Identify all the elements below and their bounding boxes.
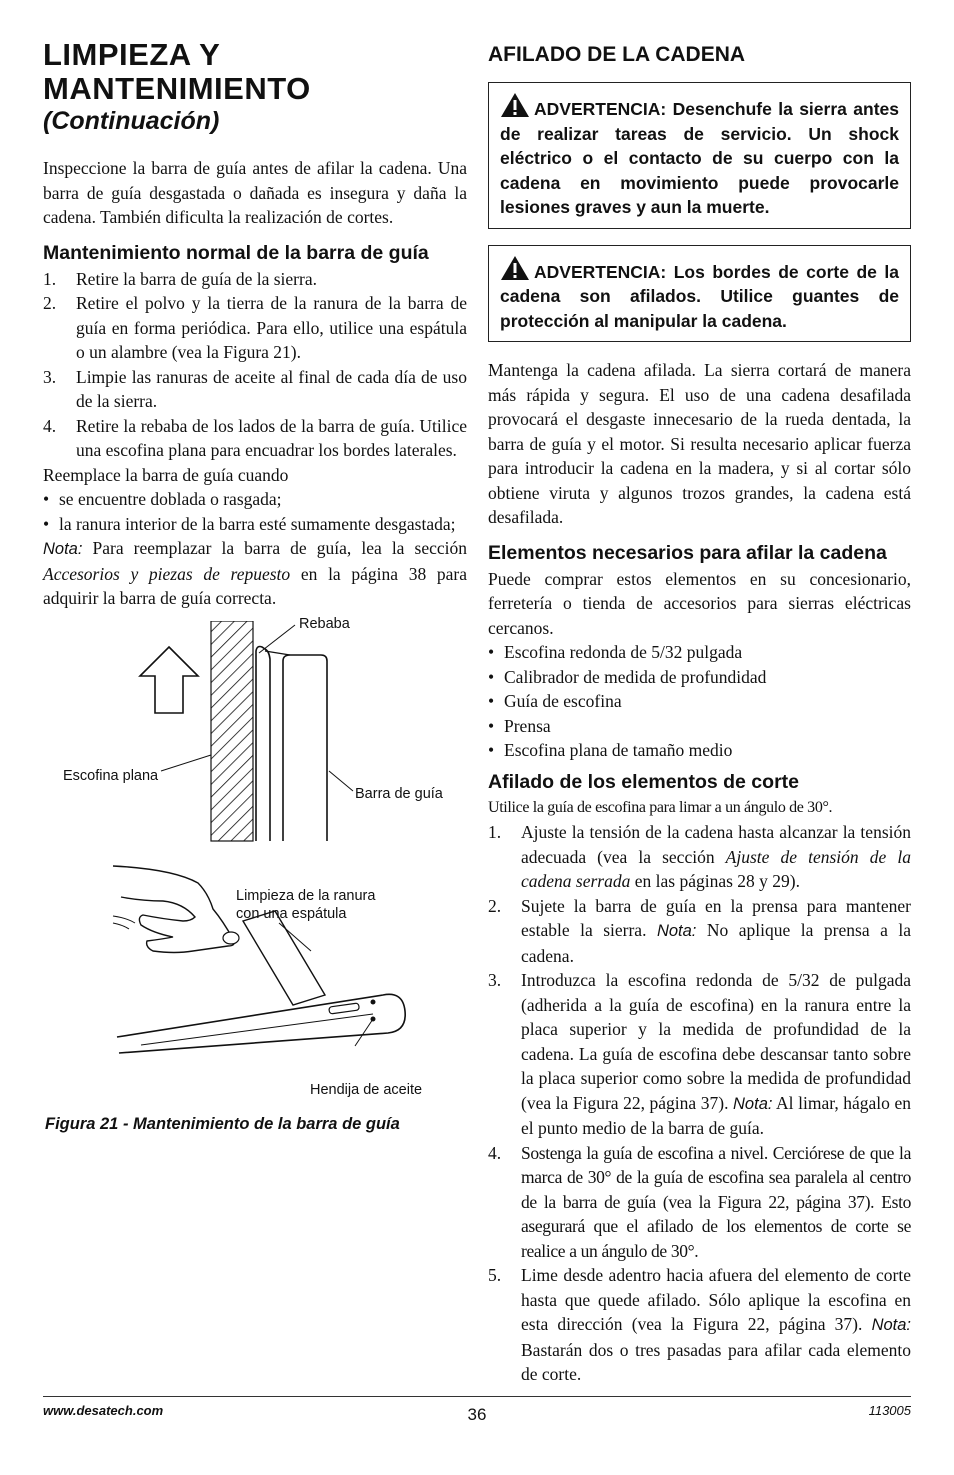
warning-triangle-icon bbox=[500, 92, 530, 118]
warning-box-unplug: ADVERTENCIA: Desenchufe la sierra antes de realizar tareas de servicio. Un shock eléctrico o el contacto de su cuerpo con la cadena en movimiento puede provocarle lesiones graves y aun la muerte. bbox=[488, 82, 911, 229]
page-title bbox=[43, 38, 467, 106]
label-limpieza-1: Limpieza de la ranura bbox=[236, 887, 376, 904]
footer-doc-code: 113005 bbox=[868, 1403, 911, 1418]
figure-21 bbox=[43, 615, 467, 1151]
tools-list bbox=[488, 640, 911, 763]
replace-bullets bbox=[43, 487, 467, 536]
list-item: 1. Ajuste la tensión de la cadena hasta alcanzar la tensión adecuada (vea la sección Ajuste de tensión de la cadena serrada en las páginas 28 y 29). bbox=[488, 822, 911, 891]
guide-bar-side-view bbox=[117, 994, 405, 1053]
list-item: 3. Introduzca la escofina redonda de 5/32 de pulgada (adherida a la guía de escofina) en la ranura entre la placa superior y la medida de profundidad de la cadena. La guía de escofina debe descansar tanto sobre la placa superior como sobre la medida de profundidad (vea la Figura 22, página 37). Nota: Al limar, hágalo en el punto medio de la barra de guía. bbox=[488, 970, 911, 1138]
page-title-line2: MANTENIMIENTO bbox=[43, 71, 311, 106]
label-hendija: Hendija de aceite bbox=[310, 1081, 423, 1098]
warning-triangle-icon bbox=[500, 255, 530, 281]
list-item: • se encuentre doblada o rasgada; bbox=[43, 489, 282, 509]
flat-file-shape bbox=[211, 621, 253, 841]
intro-paragraph: Inspeccione la barra de guía antes de afilar la cadena. Una barra de guía desgastada o dañada es insegura y daña la cadena. También dificulta la realización de cortes. bbox=[43, 158, 467, 227]
list-item: 2. Sujete la barra de guía en la prensa para mantener estable la sierra. Nota: No aplique la prensa a la cadena. bbox=[488, 895, 911, 966]
right-column bbox=[488, 38, 911, 1387]
list-item: 2. Retire el polvo y la tierra de la ranura de la barra de guía en forma periódica. Para ello, utilice una espátula o un alambre (vea la Figura 21). bbox=[43, 293, 467, 362]
list-item: • Escofina redonda de 5/32 pulgada bbox=[488, 642, 743, 662]
list-item: 1. Retire la barra de guía de la sierra. bbox=[43, 268, 317, 289]
list-item: 3. Limpie las ranuras de aceite al final de cada día de uso de la sierra. bbox=[43, 366, 467, 411]
left-column bbox=[43, 38, 467, 1151]
section-title-bar-maintenance: Mantenimiento normal de la barra de guía bbox=[43, 241, 429, 264]
replace-note: Nota: Para reemplazar la barra de guía, lea la sección Accesorios y piezas de repuesto en la página 38 para adquirir la barra de guía correcta. bbox=[43, 538, 468, 608]
footer-website: www.desatech.com bbox=[43, 1403, 164, 1418]
list-item: • Prensa bbox=[488, 715, 551, 736]
section-title-cutters: Afilado de los elementos de corte bbox=[488, 770, 799, 793]
direction-arrow-icon bbox=[140, 647, 198, 713]
list-item: • Calibrador de medida de profundidad bbox=[488, 666, 767, 687]
list-item: • la ranura interior de la barra esté sumamente desgastada; bbox=[43, 513, 456, 534]
list-item: • Guía de escofina bbox=[488, 691, 622, 711]
section-title-chain-sharpening: AFILADO DE LA CADENA bbox=[488, 43, 746, 66]
figure-caption: Figura 21 - Mantenimiento de la barra de guía bbox=[45, 1114, 400, 1133]
section-title-tools: Elementos necesarios para afilar la cadena bbox=[488, 541, 887, 564]
spatula-shape bbox=[243, 911, 325, 1005]
guide-bar-shape bbox=[256, 646, 270, 841]
warning-box-sharp-edges: ADVERTENCIA: Los bordes de corte de la cadena son afilados. Utilice guantes de protección al manipular la cadena. bbox=[488, 245, 911, 343]
page-subtitle: (Continuación) bbox=[43, 107, 220, 135]
page-title-line1: LIMPIEZA Y bbox=[43, 37, 221, 72]
replace-intro: Reemplace la barra de guía cuando bbox=[43, 464, 289, 485]
label-rebaba: Rebaba bbox=[299, 615, 350, 632]
label-limpieza-2: con una espátula bbox=[236, 905, 347, 922]
footer-divider bbox=[43, 1396, 911, 1397]
guide-bar-illustration bbox=[43, 621, 467, 1151]
label-escofina-plana: Escofina plana bbox=[63, 767, 159, 784]
label-barra-de-guia: Barra de guía bbox=[355, 785, 443, 802]
hand-shape bbox=[113, 866, 234, 953]
page-number: 36 bbox=[467, 1405, 487, 1424]
list-item: 5. Lime desde adentro hacia afuera del elemento de corte hasta que quede afilado. Sólo aplique la escofina en esta dirección (vea la Figura 22, página 37). Nota: Bastarán dos o tres pasadas para afilar cada elemento de corte. bbox=[488, 1265, 911, 1384]
bar-maintenance-steps bbox=[43, 267, 467, 463]
list-item: 4. Sostenga la guía de escofina a nivel. Cerciórese de que la marca de 30° de la guía de escofina sea paralela al centro de la barra de guía (vea la Figura 22, página 37). Esto asegurará que el afilado de los elementos de corte se realice a un ángulo de 30°. bbox=[488, 1142, 911, 1261]
sharpen-paragraph: Mantenga la cadena afilada. La sierra cortará de manera más rápida y segura. El uso de una cadena desafilada provocará el desgaste innecesario de la rueda dentada, la barra de guía y el motor. Si resulta necesario aplicar fuerza para introducir la cadena en la madera, y si al cortar sólo obtiene viruta y algunos trozos grandes, la cadena está desafilada. bbox=[488, 360, 911, 527]
list-item: • Escofina plana de tamaño medio bbox=[488, 740, 733, 760]
tools-intro: Puede comprar estos elementos en su concesionario, ferretería o tienda de accesorios para sierras eléctricas cercanos. bbox=[488, 568, 911, 638]
sharpen-intro: Utilice la guía de escofina para limar a un ángulo de 30°. bbox=[488, 798, 833, 816]
sharpen-steps bbox=[488, 820, 911, 1387]
list-item: 4. Retire la rebaba de los lados de la barra de guía. Utilice una escofina plana para encuadrar los bordes laterales. bbox=[43, 415, 467, 460]
